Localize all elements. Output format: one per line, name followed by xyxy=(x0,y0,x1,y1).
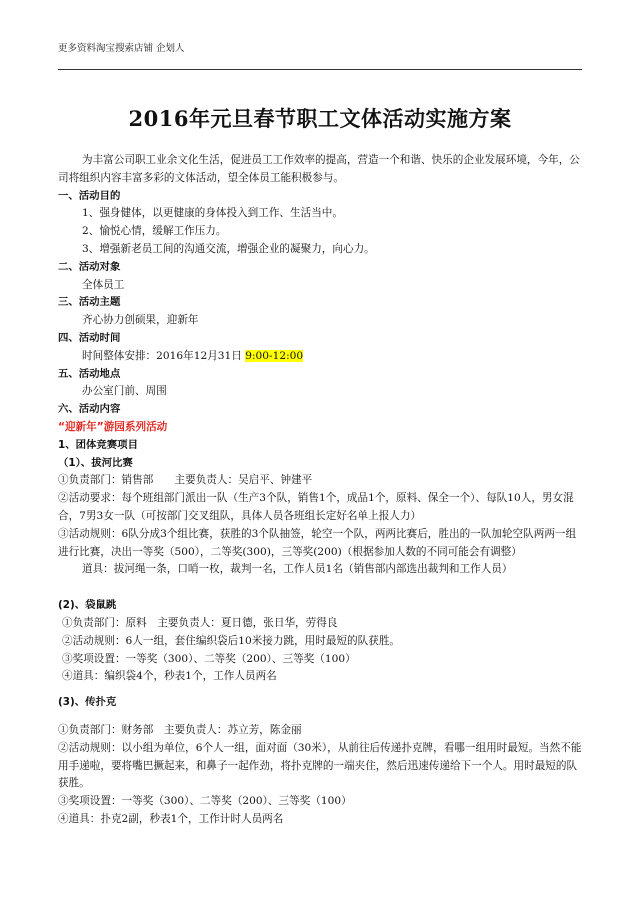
tug-line-2: ②活动要求：每个班组部门派出一队（生产3个队，销售1个，成品1个，原料、保全一个）、每队10人，男女混合，7男3女一队（可按部门交叉组队，具体人员各班组长定好名单上报人力） xyxy=(58,492,574,522)
tug-props: 道具：拔河绳一条，口哨一枚，裁判一名，工作人员1名（销售部内部选出裁判和工作人员） xyxy=(82,563,513,576)
purpose-item-1: 1、强身健体，以更健康的身体投入到工作、生活当中。 xyxy=(82,207,343,220)
pass-poker-heading: (3)、传扑克 xyxy=(58,696,117,709)
location-text: 办公室门前、周围 xyxy=(82,385,167,398)
document-body xyxy=(58,152,582,829)
tug-line-3: ③活动规则：6队分成3个组比赛，获胜的3个队抽签，轮空一个队，两两比赛后，胜出的一队加轮空队两两一组进行比赛，决出一等奖（500），二等奖(300)，三等奖(200)（根据参加人数的不同可能会有调整） xyxy=(58,527,577,558)
activity-series-title: “迎新年”游园系列活动 xyxy=(58,420,168,433)
section-heading-time: 四、活动时间 xyxy=(58,331,121,344)
poker-line-2: ②活动规则：以小组为单位，6个人一组，面对面（30米），从前往后传递扑克牌，看哪一组用时最短。当然不能用手递啦，要将嘴巴撅起来，和鼻子一起作劲，将扑克牌的一端夹住，然后迅速传递给下一个人。用时最短的队获胜。 xyxy=(58,741,582,790)
theme-text: 齐心协力创硕果，迎新年 xyxy=(82,314,199,327)
tug-line-1: ①负责部门：销售部 主要负责人：吴启平、钟建平 xyxy=(58,474,313,487)
sack-race-heading: (2)、袋鼠跳 xyxy=(58,599,117,612)
poker-line-4: ④道具：扑克2副，秒表1个，工作计时人员两名 xyxy=(58,812,284,825)
sack-line-1: ①负责部门：原料 主要负责人：夏日德，张日华，劳得良 xyxy=(62,616,338,629)
poker-line-3: ③奖项设置：一等奖（300）、二等奖（200）、三等奖（100） xyxy=(58,795,352,808)
spacer xyxy=(58,579,582,597)
document-title: 2016年元旦春节职工文体活动实施方案 xyxy=(128,106,512,131)
team-heading: 1、团体竞赛项目 xyxy=(58,438,138,451)
time-prefix: 时间整体安排：2016年12月31日 xyxy=(82,349,246,362)
section-heading-content: 六、活动内容 xyxy=(58,403,121,416)
poker-line-1: ①负责部门：财务部 主要负责人：苏立芳，陈金丽 xyxy=(58,723,302,736)
tug-of-war-heading: （1）、拔河比赛 xyxy=(58,456,133,469)
section-heading-theme: 三、活动主题 xyxy=(58,296,121,309)
purpose-item-2: 2、愉悦心情，缓解工作压力。 xyxy=(82,225,227,238)
header-divider xyxy=(58,69,582,70)
sack-line-2: ②活动规则：6人一组，套住编织袋后10米接力跳，用时最短的队获胜。 xyxy=(62,634,401,647)
spacer xyxy=(58,712,582,722)
spacer xyxy=(58,686,582,694)
header-note: 更多资料淘宝搜索店铺 企划人 xyxy=(58,43,185,54)
section-heading-audience: 二、活动对象 xyxy=(58,260,121,273)
sack-line-4: ④道具：编织袋4个，秒表1个，工作人员两名 xyxy=(62,670,277,683)
purpose-item-3: 3、增强新老员工间的沟通交流，增强企业的凝聚力，向心力。 xyxy=(82,242,375,255)
audience-text: 全体员工 xyxy=(82,278,125,291)
section-heading-purpose: 一、活动目的 xyxy=(58,189,121,202)
intro-paragraph: 为丰富公司职工业余文化生活，促进员工工作效率的提高，营造一个和谐、快乐的企业发展环境，今年，公司将组织内容丰富多彩的文体活动，望全体员工能积极参与。 xyxy=(58,154,580,184)
section-heading-location: 五、活动地点 xyxy=(58,367,121,380)
time-line xyxy=(58,348,582,366)
sack-line-3: ③奖项设置：一等奖（300）、二等奖（200）、三等奖（100） xyxy=(62,652,356,665)
time-highlight: 9:00-12:00 xyxy=(245,349,304,362)
